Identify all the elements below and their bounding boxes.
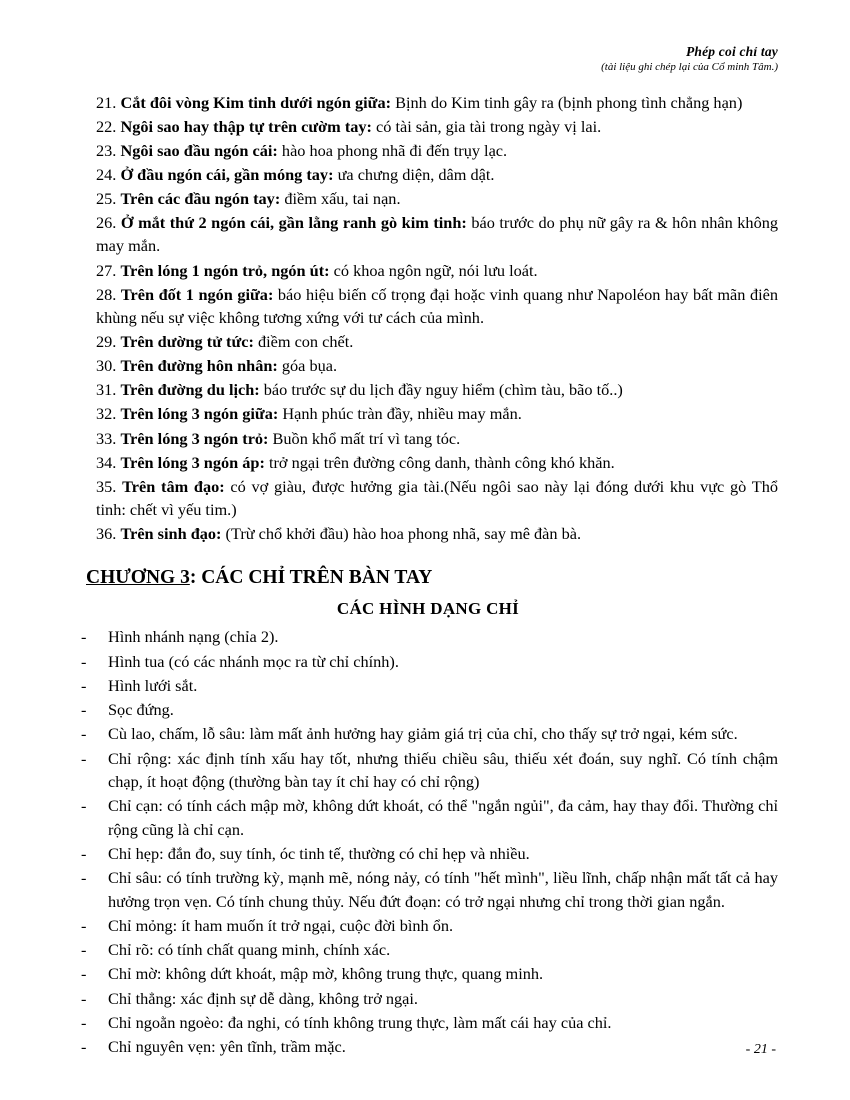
list-item — [78, 115, 778, 138]
list-item-text: Chỉ cạn: có tính cách mập mờ, không dứt khoát, có thể "ngắn ngủi", đa cảm, hay thay đổi. Thường chỉ rộng cũng là chỉ cạn. — [108, 796, 778, 839]
list-item-bullet: - — [81, 843, 87, 863]
list-item-lead: Trên đốt 1 ngón giữa: — [120, 284, 274, 304]
list-item — [78, 451, 778, 474]
list-item-text: Hình nhánh nạng (chỉa 2). — [108, 627, 279, 647]
list-item-number: 27. — [96, 260, 117, 280]
list-item — [78, 522, 778, 545]
list-item-text: có khoa ngôn ngữ, nói lưu loát. — [329, 260, 538, 280]
list-item — [78, 187, 778, 210]
list-item-text: Buồn khổ mất trí vì tang tóc. — [268, 428, 461, 448]
list-item — [78, 722, 778, 745]
list-item-bullet: - — [81, 627, 87, 647]
chapter-rest: : CÁC CHỈ TRÊN BÀN TAY — [189, 567, 433, 589]
list-item — [78, 330, 778, 353]
page-header — [78, 44, 778, 75]
list-item-text: Chỉ mờ: không dứt khoát, mập mờ, không trung thực, quang minh. — [108, 964, 544, 984]
list-item — [78, 475, 778, 521]
list-item — [78, 914, 778, 937]
list-item — [78, 698, 778, 721]
chapter-heading — [78, 567, 778, 589]
list-item-bullet: - — [81, 724, 87, 744]
list-item-lead: Trên lóng 1 ngón trỏ, ngón út: — [120, 260, 330, 280]
list-item-text: báo trước sự du lịch đầy nguy hiểm (chìm tàu, bão tố..) — [259, 380, 623, 400]
list-item-text: Bịnh do Kim tinh gây ra (bịnh phong tình chẳng hạn) — [391, 92, 743, 112]
list-item — [78, 283, 778, 329]
list-item — [78, 1035, 778, 1058]
list-item — [78, 259, 778, 282]
list-item-number: 24. — [96, 165, 117, 185]
list-item-lead: Ở mắt thứ 2 ngón cái, gần lằng ranh gò kim tinh: — [120, 213, 467, 233]
header-title: Phép coi chỉ tay — [685, 44, 778, 59]
list-item-lead: Trên lóng 3 ngón áp: — [120, 452, 265, 472]
list-item-lead: Trên đường hôn nhân: — [120, 356, 278, 376]
list-item-text: Chỉ rộng: xác định tính xấu hay tốt, nhưng thiếu chiều sâu, thiếu xét đoán, suy nghĩ. Có tính chậm chạp, ít hoạt động (thường bàn tay ít chỉ hay có chỉ rộng) — [108, 748, 778, 792]
page-number: - 21 - — [745, 1042, 776, 1057]
list-item — [78, 354, 778, 377]
list-item-text: Cù lao, chấm, lỗ sâu: làm mất ảnh hưởng hay giảm giá trị của chỉ, cho thấy sự trở ngại, kém sức. — [108, 724, 738, 744]
list-item-lead: Trên tâm đạo: — [122, 476, 225, 496]
list-item-bullet: - — [81, 964, 87, 984]
list-item-text: điềm xấu, tai nạn. — [280, 189, 401, 209]
list-item-number: 28. — [96, 284, 117, 304]
list-item-bullet: - — [81, 1037, 87, 1057]
list-item — [78, 427, 778, 450]
list-item — [78, 163, 778, 186]
list-item-text: (Trừ chổ khởi đầu) hào hoa phong nhã, say mê đàn bà. — [221, 524, 582, 544]
list-item-text: báo hiệu biến cố trọng đại hoặc vinh quang như Napoléon hay bất mãn điên khùng nếu sự việc không tương xứng với tư cách của mình. — [96, 284, 778, 327]
header-subtitle: (tài liệu ghi chép lại của Cổ minh Tâm.) — [601, 60, 778, 73]
list-item-text: Chỉ ngoằn ngoèo: đa nghi, có tính không trung thực, làm mất cái hay của chỉ. — [108, 1013, 612, 1033]
list-item-number: 23. — [96, 140, 117, 160]
list-item — [78, 650, 778, 673]
list-item-text: Chỉ nguyên vẹn: yên tĩnh, trầm mặc. — [108, 1037, 346, 1057]
list-item-lead: Trên các đầu ngón tay: — [120, 189, 281, 209]
list-item-number: 31. — [96, 380, 117, 400]
list-item — [78, 378, 778, 401]
list-item-text: Hình tua (có các nhánh mọc ra từ chỉ chính). — [108, 651, 399, 671]
list-item-number: 29. — [96, 332, 117, 352]
list-item — [78, 402, 778, 425]
list-item-text: góa bụa. — [277, 356, 338, 376]
list-item — [78, 866, 778, 913]
list-item-number: 30. — [96, 356, 117, 376]
list-item — [78, 91, 778, 114]
list-item-text: Chỉ sâu: có tính trường kỳ, mạnh mẽ, nóng nảy, có tính "hết mình", liều lĩnh, chấp nhận mất tất cả hay hưởng trọn vẹn. Có tính chung thủy. Nếu đứt đoạn: có trở ngại nhưng chỉ trong thời gian ngắn. — [108, 868, 778, 911]
list-item-number: 26. — [96, 213, 117, 233]
list-item — [78, 674, 778, 697]
list-item-number: 36. — [96, 524, 117, 544]
list-item-number: 21. — [96, 92, 117, 112]
list-item-text: báo trước do phụ nữ gây ra & hôn nhân không may mắn. — [96, 213, 778, 256]
list-item-text: Chỉ hẹp: đắn đo, suy tính, óc tinh tế, thường có chỉ hẹp và nhiều. — [108, 843, 530, 863]
list-item-bullet: - — [81, 1013, 87, 1033]
list-item-number: 22. — [96, 116, 117, 136]
list-item — [78, 625, 778, 648]
list-item-text: Chỉ thẳng: xác định sự dễ dàng, không trở ngại. — [108, 988, 418, 1008]
list-item-text: điềm con chết. — [253, 332, 354, 352]
numbered-list — [78, 91, 778, 546]
list-item-text: ưa chưng diện, dâm dật. — [333, 165, 495, 185]
list-item-number: 32. — [96, 404, 117, 424]
list-item-number: 34. — [96, 452, 117, 472]
dash-list — [78, 625, 778, 1058]
list-item-bullet: - — [81, 868, 87, 888]
list-item-lead: Trên lóng 3 ngón giữa: — [120, 404, 279, 424]
list-item-text: có vợ giàu, được hưởng gia tài.(Nếu ngôi sao này lại đóng dưới khu vực gò Thổ tinh: chết vì yếu tim.) — [96, 476, 778, 520]
list-item-lead: Ở đầu ngón cái, gần móng tay: — [120, 165, 334, 185]
list-item-number: 25. — [96, 189, 117, 209]
list-item-number: 35. — [96, 476, 117, 496]
list-item — [78, 794, 778, 841]
list-item-bullet: - — [81, 651, 87, 671]
list-item-bullet: - — [81, 988, 87, 1008]
list-item-number: 33. — [96, 428, 117, 448]
list-item-text: Hạnh phúc tràn đầy, nhiều may mắn. — [278, 404, 522, 424]
list-item-text: Hình lưới sắt. — [108, 675, 198, 695]
list-item-bullet: - — [81, 940, 87, 960]
list-item-text: có tài sản, gia tài trong ngày vị lai. — [371, 116, 602, 136]
list-item-text: Sọc đứng. — [108, 700, 174, 720]
list-item-bullet: - — [81, 675, 87, 695]
list-item-lead: Trên sinh đạo: — [120, 524, 222, 544]
list-item-bullet: - — [81, 915, 87, 935]
chapter-label: CHƯƠNG 3 — [86, 567, 190, 589]
list-item — [78, 211, 778, 257]
list-item-bullet: - — [81, 796, 87, 816]
list-item — [78, 747, 778, 794]
list-item-text: trở ngại trên đường công danh, thành công khó khăn. — [264, 452, 615, 472]
list-item — [78, 987, 778, 1010]
list-item-bullet: - — [81, 748, 87, 768]
list-item-lead: Ngôi sao đầu ngón cái: — [120, 140, 278, 160]
list-item — [78, 962, 778, 985]
section-heading: CÁC HÌNH DẠNG CHỈ — [336, 599, 520, 619]
list-item-bullet: - — [81, 700, 87, 720]
list-item — [78, 842, 778, 865]
list-item-lead: Ngôi sao hay thập tự trên cườm tay: — [120, 116, 372, 136]
list-item — [78, 1011, 778, 1034]
list-item-text: Chỉ mỏng: ít ham muốn ít trở ngại, cuộc đời bình ổn. — [108, 915, 454, 935]
list-item — [78, 139, 778, 162]
list-item — [78, 938, 778, 961]
list-item-lead: Trên dường tử tức: — [120, 332, 254, 352]
list-item-lead: Cắt đôi vòng Kim tinh dưới ngón giữa: — [120, 92, 392, 112]
list-item-lead: Trên đường du lịch: — [120, 380, 260, 400]
list-item-lead: Trên lóng 3 ngón trỏ: — [120, 428, 269, 448]
list-item-text: hào hoa phong nhã đi đến trụy lạc. — [277, 140, 508, 160]
list-item-text: Chỉ rõ: có tính chất quang minh, chính xác. — [108, 940, 391, 960]
